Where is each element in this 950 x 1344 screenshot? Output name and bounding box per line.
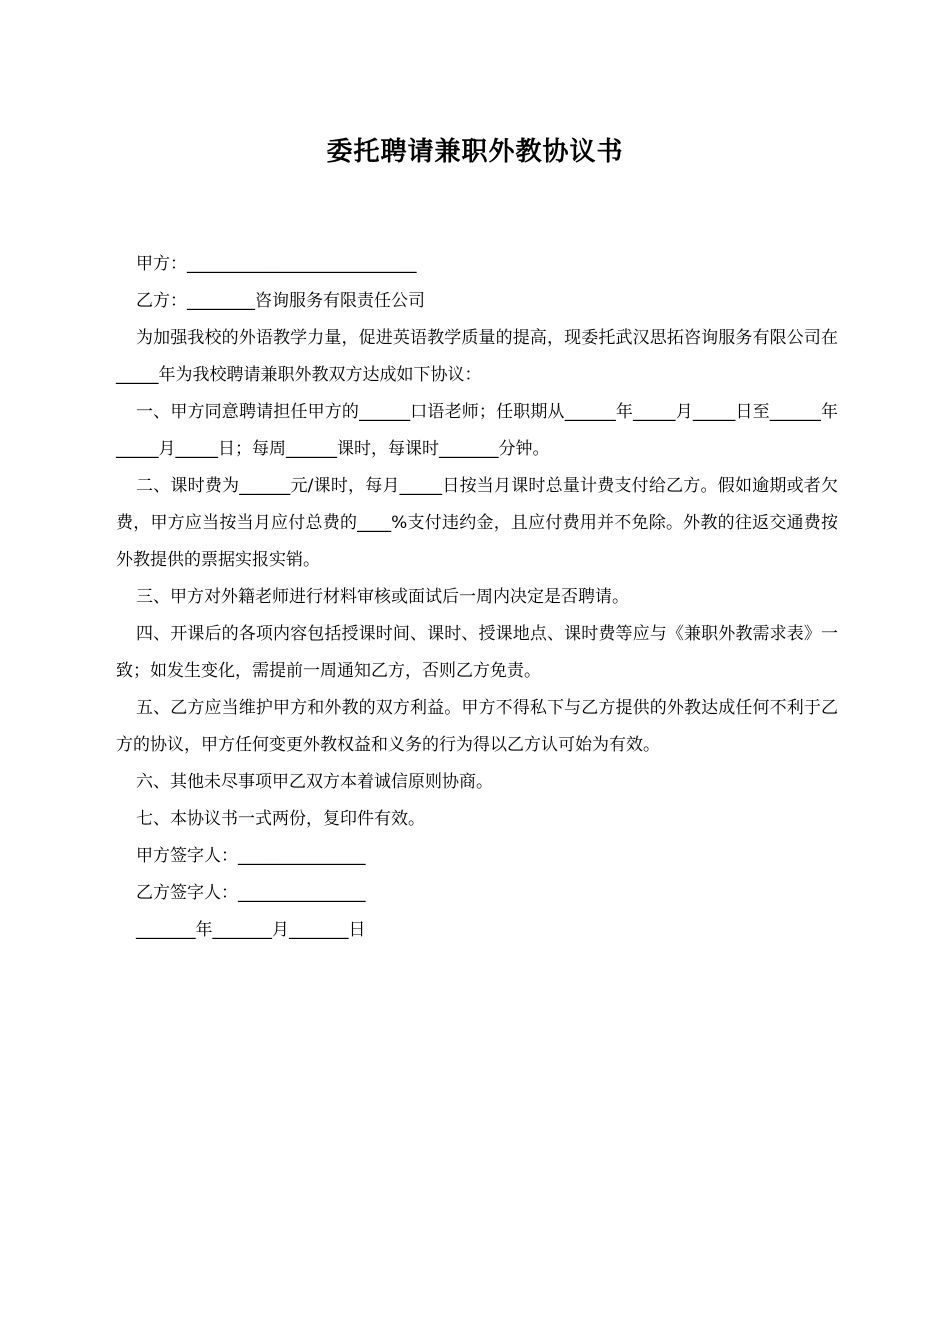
party-b-line: 乙方：________咨询服务有限责任公司 <box>136 291 425 311</box>
clause-3: 三、甲方对外籍老师进行材料审核或面试后一周内决定是否聘请。 <box>136 587 629 607</box>
clause-7: 七、本协议书一式两份，复印件有效。 <box>136 809 425 829</box>
clause-6: 六、其他未尽事项甲乙双方本着诚信原则协商。 <box>136 772 493 792</box>
clause-4: 四、开课后的各项内容包括授课时间、课时、授课地点、课时费等应与《兼职外教需求表》一致；如发生变化，需提前一周通知乙方，否则乙方免责。 <box>116 624 838 681</box>
document-title: 委托聘请兼职外教协议书 <box>326 137 624 167</box>
clause-5: 五、乙方应当维护甲方和外教的双方利益。甲方不得私下与乙方提供的外教达成任何不利于乙方的协议，甲方任何变更外教权益和义务的行为得以乙方认可始为有效。 <box>116 698 838 755</box>
party-b-signer-line: 乙方签字人：_______________ <box>136 883 366 903</box>
party-a-line: 甲方：___________________________ <box>136 254 417 274</box>
clause-1: 一、甲方同意聘请担任甲方的______口语老师；任职期从______年_____月_____日至______年_____月_____日；每周______课时，每课时_______分钟。 <box>116 402 838 459</box>
party-a-signer-line: 甲方签字人：_______________ <box>136 846 366 866</box>
agreement-body <box>116 246 838 949</box>
clause-2: 二、课时费为______元/课时，每月_____日按当月课时总量计费支付给乙方。假如逾期或者欠费，甲方应当按当月应付总费的____%支付违约金，且应付费用并不免除。外教的往返交通费按外教提供的票据实报实销。 <box>116 476 838 570</box>
date-line: _______年_______月_______日 <box>136 920 366 940</box>
intro-paragraph: 为加强我校的外语教学力量，促进英语教学质量的提高，现委托武汉思拓咨询服务有限公司在_____年为我校聘请兼职外教双方达成如下协议： <box>116 328 838 385</box>
